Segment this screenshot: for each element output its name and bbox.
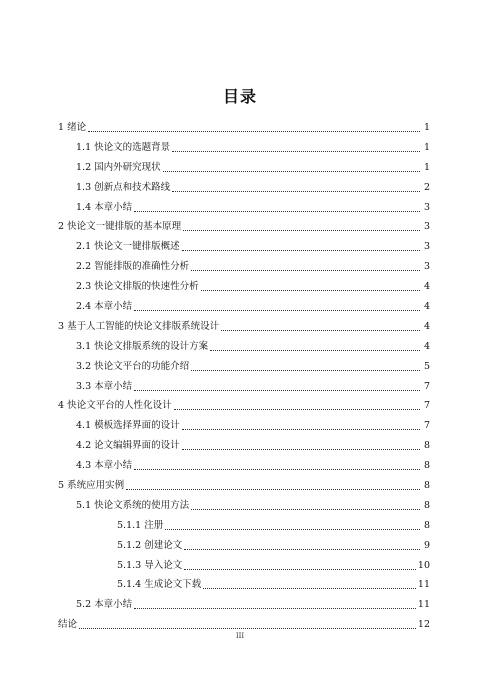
toc-dot-leader xyxy=(221,329,420,331)
toc-dot-leader xyxy=(184,548,420,550)
toc-entry-page: 9 xyxy=(423,539,430,551)
toc-dot-leader xyxy=(201,289,420,291)
toc-entry-title: 3.2 快论文平台的功能介绍 xyxy=(76,360,190,372)
toc-dot-leader xyxy=(191,369,420,371)
toc-entry-title: 4 快论文平台的人性化设计 xyxy=(58,400,172,412)
toc-entry-page: 2 xyxy=(423,181,430,193)
toc-entry-title: 1.3 创新点和技术路线 xyxy=(76,181,171,193)
toc-entry-page: 8 xyxy=(423,440,430,452)
toc-dot-leader xyxy=(203,587,416,589)
toc-entry-title: 5.1.3 导入论文 xyxy=(117,559,183,571)
toc-dot-leader xyxy=(134,468,420,470)
toc-entry[interactable] xyxy=(58,217,430,237)
toc-entry-page: 3 xyxy=(423,221,430,233)
toc-dot-leader xyxy=(172,190,420,192)
toc-dot-leader xyxy=(174,408,420,410)
toc-dot-leader xyxy=(134,389,420,391)
toc-entry[interactable] xyxy=(58,158,430,178)
toc-dot-leader xyxy=(182,249,420,251)
toc-entry[interactable] xyxy=(58,357,430,377)
toc-entry[interactable] xyxy=(58,257,430,277)
toc-entry[interactable] xyxy=(58,377,430,397)
toc-entry[interactable] xyxy=(58,396,430,416)
toc-entry-title: 1 绪论 xyxy=(58,122,87,133)
toc-entry-page: 10 xyxy=(417,559,430,571)
toc-entry[interactable] xyxy=(58,476,430,496)
toc-dot-leader xyxy=(134,309,420,311)
toc-dot-leader xyxy=(134,210,420,212)
toc-entry[interactable] xyxy=(58,456,430,476)
toc-entry-title: 2.3 快论文排版的快速性分析 xyxy=(76,281,199,293)
toc-dot-leader xyxy=(134,607,416,609)
toc-entry-title: 5.2 本章小结 xyxy=(76,599,133,611)
toc-entry[interactable] xyxy=(58,198,430,218)
toc-dot-leader xyxy=(183,229,420,231)
toc-entry-title: 3 基于人工智能的快论文排版系统设计 xyxy=(58,320,220,332)
toc-entry-title: 5.1.2 创建论文 xyxy=(117,539,183,551)
toc-entry[interactable] xyxy=(58,536,430,556)
toc-entry[interactable] xyxy=(58,277,430,297)
toc-dot-leader xyxy=(126,488,420,490)
toc-entry-title: 4.3 本章小结 xyxy=(76,460,133,472)
toc-entry-title: 1.1 快论文的选题背景 xyxy=(76,141,171,153)
toc-entry-page: 1 xyxy=(423,122,430,133)
toc-entry[interactable] xyxy=(58,496,430,516)
toc-dot-leader xyxy=(172,150,420,152)
toc-dot-leader xyxy=(191,508,420,510)
toc-entry-page: 1 xyxy=(423,141,430,153)
toc-entry[interactable] xyxy=(58,178,430,198)
toc-title: 目录 xyxy=(222,87,257,106)
toc-entry-title: 5.1.1 注册 xyxy=(117,519,164,531)
toc-entry[interactable] xyxy=(58,416,430,436)
toc-entry[interactable] xyxy=(58,516,430,536)
toc-entry-page: 4 xyxy=(423,301,430,313)
toc-dot-leader xyxy=(88,130,420,132)
toc-entry[interactable] xyxy=(58,138,430,158)
toc-entry-page: 11 xyxy=(417,579,430,591)
toc-entry-page: 3 xyxy=(423,201,430,213)
toc-entry-title: 5 系统应用实例 xyxy=(58,480,125,492)
toc-dot-leader xyxy=(191,269,420,271)
toc-entry-page: 8 xyxy=(423,499,430,511)
toc-entry-title: 2 快论文一键排版的基本原理 xyxy=(58,221,182,233)
toc-entry[interactable] xyxy=(58,297,430,317)
toc-dot-leader xyxy=(79,627,416,629)
toc-entry-title: 2.2 智能排版的准确性分析 xyxy=(76,261,190,273)
toc-entry[interactable] xyxy=(58,556,430,576)
toc-entry[interactable] xyxy=(58,575,430,595)
toc-entry-page: 8 xyxy=(423,460,430,472)
toc-entry-title: 4.1 模板选择界面的设计 xyxy=(76,420,180,432)
toc-entry-title: 1.4 本章小结 xyxy=(76,201,133,213)
toc-entry-title: 4.2 论文编辑界面的设计 xyxy=(76,440,180,452)
toc-entry-title: 5.1.4 生成论文下载 xyxy=(117,579,202,591)
toc-entry-title: 2.4 本章小结 xyxy=(76,301,133,313)
toc-entry-title: 3.3 本章小结 xyxy=(76,380,133,392)
toc-entry-page: 5 xyxy=(423,360,430,372)
toc-entry-title: 2.1 快论文一键排版概述 xyxy=(76,241,180,253)
toc-dot-leader xyxy=(165,528,420,530)
toc-entry[interactable] xyxy=(58,337,430,357)
toc-entry[interactable] xyxy=(58,595,430,615)
toc-entry-page: 12 xyxy=(417,619,430,631)
toc-entry-page: 4 xyxy=(423,340,430,352)
toc-entry-page: 8 xyxy=(423,480,430,492)
toc-entry-page: 3 xyxy=(423,241,430,253)
toc-entry-page: 7 xyxy=(423,400,430,412)
toc-entry-page: 4 xyxy=(423,320,430,332)
toc-entry[interactable] xyxy=(58,436,430,456)
toc-dot-leader xyxy=(210,349,420,351)
toc-dot-leader xyxy=(182,448,420,450)
toc-entry-page: 8 xyxy=(423,519,430,531)
toc-entry-page: 7 xyxy=(423,420,430,432)
toc-dot-leader xyxy=(184,568,416,570)
toc-list xyxy=(58,118,430,635)
toc-entry-page: 1 xyxy=(423,161,430,173)
toc-entry-page: 7 xyxy=(423,380,430,392)
toc-entry-title: 结论 xyxy=(58,619,78,631)
toc-entry-page: 3 xyxy=(423,261,430,273)
page-number-footer: III xyxy=(235,632,245,640)
toc-dot-leader xyxy=(163,170,420,172)
toc-entry[interactable] xyxy=(58,118,430,138)
toc-entry[interactable] xyxy=(58,237,430,257)
toc-entry-page: 11 xyxy=(417,599,430,611)
toc-entry[interactable] xyxy=(58,317,430,337)
toc-entry-page: 4 xyxy=(423,281,430,293)
toc-entry-title: 3.1 快论文排版系统的设计方案 xyxy=(76,340,209,352)
toc-entry-title: 5.1 快论文系统的使用方法 xyxy=(76,499,190,511)
toc-dot-leader xyxy=(182,428,420,430)
toc-entry-title: 1.2 国内外研究现状 xyxy=(76,161,161,173)
